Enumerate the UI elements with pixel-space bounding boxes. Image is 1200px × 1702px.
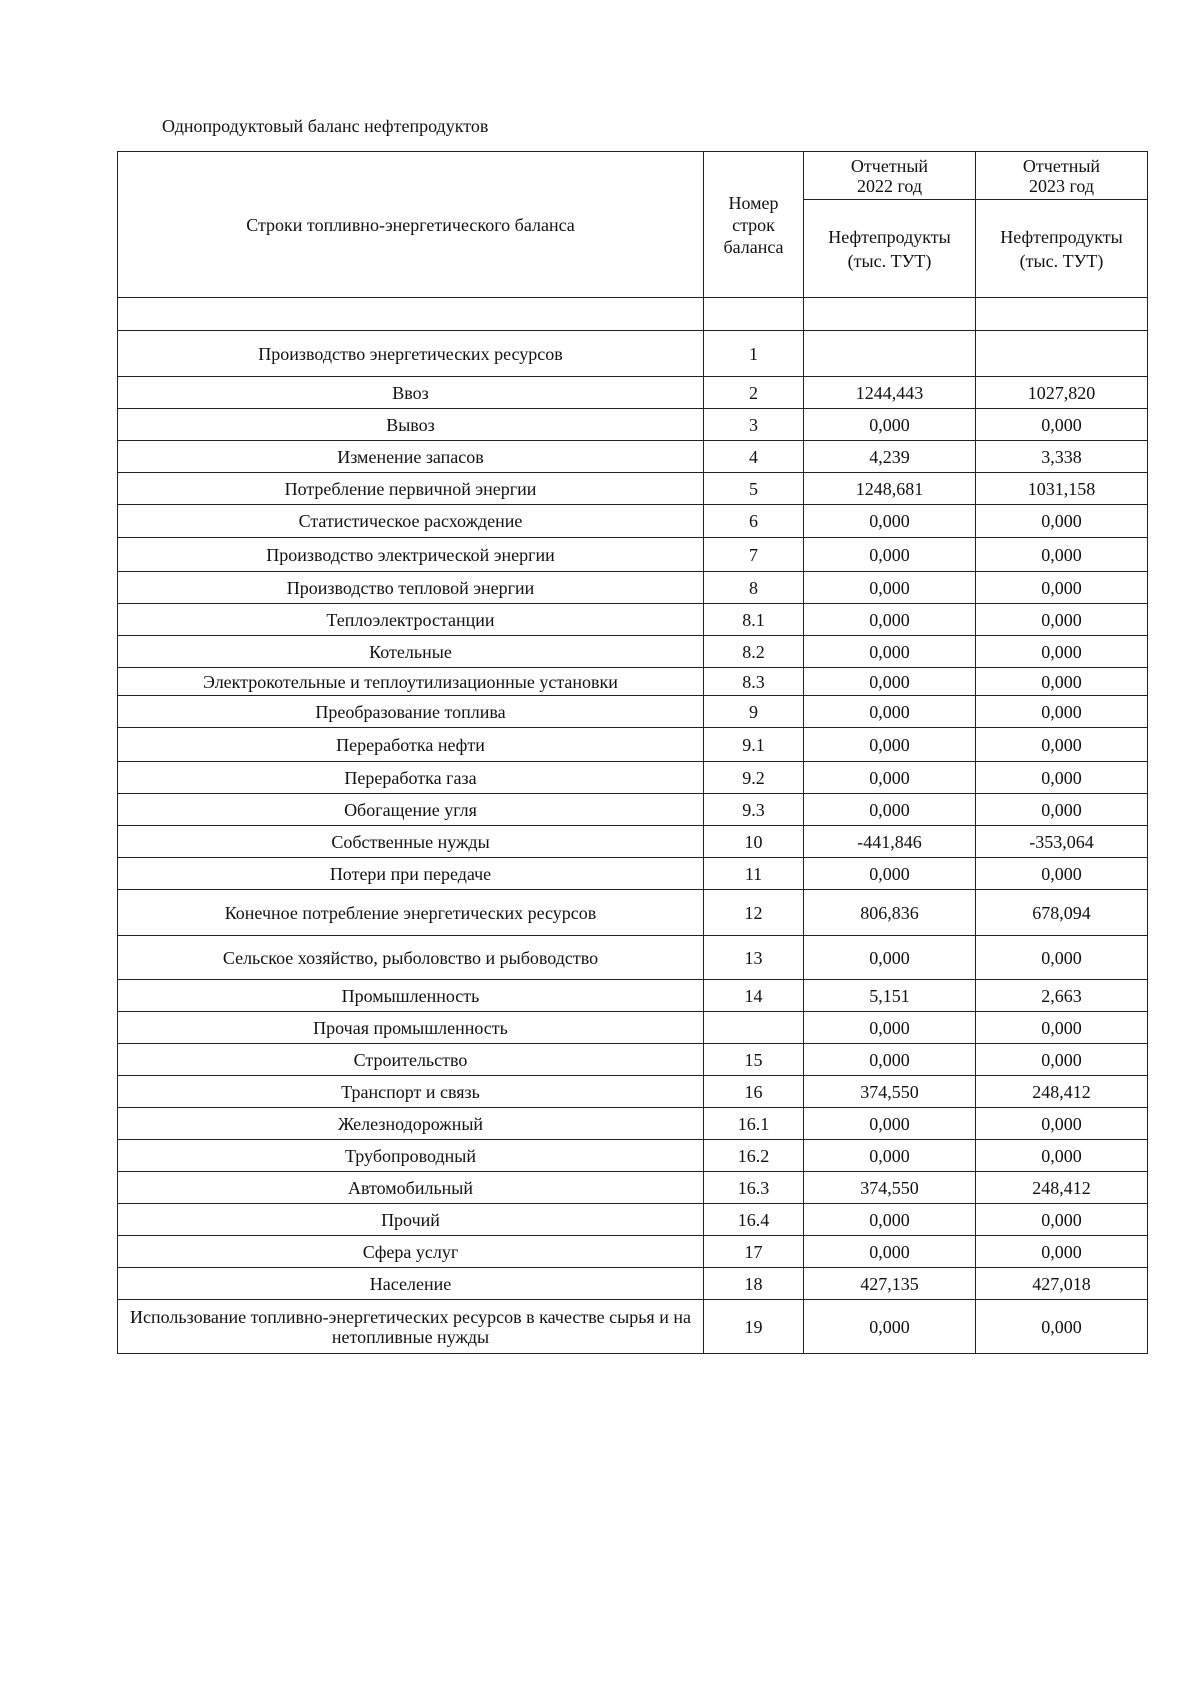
- table-row: [118, 538, 1148, 572]
- value-2022-cell: [804, 331, 976, 377]
- balance-table-body: [118, 152, 1148, 1354]
- value-2022-cell: 0,000: [804, 762, 976, 794]
- balance-table: [117, 151, 1148, 1354]
- value-2022-cell: 0,000: [804, 1204, 976, 1236]
- row-name-cell: Вывоз: [118, 409, 704, 441]
- row-name-cell: Железнодорожный: [118, 1108, 704, 1140]
- row-number-cell: 10: [704, 826, 804, 858]
- row-name-cell: Прочий: [118, 1204, 704, 1236]
- value-2022-cell: 0,000: [804, 604, 976, 636]
- header-row-period: [118, 152, 1148, 200]
- table-row: [118, 936, 1148, 980]
- value-2023-cell: 0,000: [976, 668, 1148, 696]
- row-name-cell: Потери при передаче: [118, 858, 704, 890]
- row-name-cell: Котельные: [118, 636, 704, 668]
- table-row: [118, 441, 1148, 473]
- blank-cell: [976, 298, 1148, 331]
- blank-cell: [118, 298, 704, 331]
- row-name-cell: Использование топливно-энергетических ресурсов в качестве сырья и на нетопливные нужды: [118, 1300, 704, 1354]
- row-number-cell: 8.3: [704, 668, 804, 696]
- table-row: [118, 1172, 1148, 1204]
- row-number-cell: 16: [704, 1076, 804, 1108]
- table-row: [118, 505, 1148, 538]
- table-row: [118, 858, 1148, 890]
- value-2023-cell: 0,000: [976, 1044, 1148, 1076]
- value-2022-cell: 0,000: [804, 1300, 976, 1354]
- value-2023-cell: -353,064: [976, 826, 1148, 858]
- value-2022-cell: 806,836: [804, 890, 976, 936]
- row-name-cell: Прочая промышленность: [118, 1012, 704, 1044]
- row-name-cell: Статистическое расхождение: [118, 505, 704, 538]
- header-period-line: Отчетный: [850, 155, 929, 176]
- value-2022-cell: 0,000: [804, 636, 976, 668]
- table-row: [118, 794, 1148, 826]
- table-row: [118, 1236, 1148, 1268]
- value-2022-cell: 1248,681: [804, 473, 976, 505]
- header-units-2023: [976, 200, 1148, 298]
- value-2022-cell: 0,000: [804, 1140, 976, 1172]
- table-row: [118, 728, 1148, 762]
- row-name-cell: Промышленность: [118, 980, 704, 1012]
- header-period-line: 2022 год: [856, 175, 923, 196]
- header-rows-label: Строки топливно-энергетического баланса: [118, 152, 704, 298]
- value-2023-cell: 248,412: [976, 1172, 1148, 1204]
- blank-cell: [804, 298, 976, 331]
- value-2022-cell: 0,000: [804, 1044, 976, 1076]
- table-row: [118, 762, 1148, 794]
- table-row: [118, 668, 1148, 696]
- table-row: [118, 572, 1148, 604]
- value-2023-cell: 0,000: [976, 858, 1148, 890]
- value-2023-cell: [976, 331, 1148, 377]
- value-2023-cell: 0,000: [976, 794, 1148, 826]
- table-row: [118, 1268, 1148, 1300]
- header-period-line: 2023 год: [1028, 175, 1095, 196]
- value-2022-cell: 1244,443: [804, 377, 976, 409]
- value-2023-cell: 0,000: [976, 1300, 1148, 1354]
- value-2022-cell: 0,000: [804, 1108, 976, 1140]
- table-row: [118, 409, 1148, 441]
- table-row: [118, 890, 1148, 936]
- value-2023-cell: 0,000: [976, 1140, 1148, 1172]
- value-2023-cell: 0,000: [976, 1236, 1148, 1268]
- header-number-line: баланса: [723, 236, 784, 257]
- header-units-line: Нефтепродукты: [828, 226, 951, 247]
- row-number-cell: 9.3: [704, 794, 804, 826]
- value-2022-cell: 0,000: [804, 668, 976, 696]
- row-name-cell: Потребление первичной энергии: [118, 473, 704, 505]
- row-number-cell: 17: [704, 1236, 804, 1268]
- value-2023-cell: 0,000: [976, 572, 1148, 604]
- table-row: [118, 473, 1148, 505]
- value-2023-cell: 3,338: [976, 441, 1148, 473]
- row-number-cell: 2: [704, 377, 804, 409]
- value-2023-cell: 0,000: [976, 538, 1148, 572]
- value-2022-cell: 0,000: [804, 409, 976, 441]
- row-name-cell: Переработка газа: [118, 762, 704, 794]
- table-row: [118, 331, 1148, 377]
- value-2023-cell: 427,018: [976, 1268, 1148, 1300]
- row-name-cell: Собственные нужды: [118, 826, 704, 858]
- row-name-cell: Производство энергетических ресурсов: [118, 331, 704, 377]
- row-name-cell: Автомобильный: [118, 1172, 704, 1204]
- value-2023-cell: 0,000: [976, 604, 1148, 636]
- table-row: [118, 1204, 1148, 1236]
- row-name-cell: Сельское хозяйство, рыболовство и рыбоводство: [118, 936, 704, 980]
- table-row: [118, 377, 1148, 409]
- header-number-line: Номер: [728, 192, 779, 213]
- value-2023-cell: 0,000: [976, 636, 1148, 668]
- value-2022-cell: 374,550: [804, 1172, 976, 1204]
- row-number-cell: 19: [704, 1300, 804, 1354]
- table-row: [118, 1300, 1148, 1354]
- value-2022-cell: 0,000: [804, 728, 976, 762]
- value-2023-cell: 0,000: [976, 762, 1148, 794]
- value-2022-cell: 0,000: [804, 538, 976, 572]
- row-name-cell: Строительство: [118, 1044, 704, 1076]
- value-2023-cell: 0,000: [976, 696, 1148, 728]
- document-title: Однопродуктовый баланс нефтепродуктов: [162, 116, 489, 136]
- row-name-cell: Теплоэлектростанции: [118, 604, 704, 636]
- table-row: [118, 1044, 1148, 1076]
- row-number-cell: 16.4: [704, 1204, 804, 1236]
- value-2023-cell: 0,000: [976, 728, 1148, 762]
- row-number-cell: 18: [704, 1268, 804, 1300]
- row-number-cell: 13: [704, 936, 804, 980]
- value-2022-cell: 0,000: [804, 794, 976, 826]
- header-units-line: Нефтепродукты: [1000, 226, 1123, 247]
- row-number-cell: 9.1: [704, 728, 804, 762]
- row-number-cell: 15: [704, 1044, 804, 1076]
- row-number-cell: 4: [704, 441, 804, 473]
- row-number-cell: 5: [704, 473, 804, 505]
- table-row: [118, 1012, 1148, 1044]
- table-row: [118, 1076, 1148, 1108]
- row-number-cell: 9: [704, 696, 804, 728]
- value-2023-cell: 0,000: [976, 409, 1148, 441]
- value-2022-cell: 427,135: [804, 1268, 976, 1300]
- header-units-line: (тыс. ТУТ): [847, 250, 932, 271]
- value-2022-cell: 0,000: [804, 1236, 976, 1268]
- row-name-cell: Трубопроводный: [118, 1140, 704, 1172]
- row-name-cell: Обогащение угля: [118, 794, 704, 826]
- value-2022-cell: 0,000: [804, 936, 976, 980]
- row-number-cell: [704, 1012, 804, 1044]
- row-number-cell: 6: [704, 505, 804, 538]
- row-number-cell: 1: [704, 331, 804, 377]
- value-2023-cell: 1031,158: [976, 473, 1148, 505]
- blank-cell: [704, 298, 804, 331]
- value-2022-cell: 0,000: [804, 505, 976, 538]
- table-row: [118, 604, 1148, 636]
- value-2023-cell: 0,000: [976, 936, 1148, 980]
- value-2022-cell: 0,000: [804, 1012, 976, 1044]
- value-2022-cell: -441,846: [804, 826, 976, 858]
- header-number-line: строк: [732, 214, 775, 235]
- value-2023-cell: 2,663: [976, 980, 1148, 1012]
- row-name-cell: Население: [118, 1268, 704, 1300]
- row-number-cell: 8.1: [704, 604, 804, 636]
- value-2023-cell: 0,000: [976, 1108, 1148, 1140]
- row-name-cell: Изменение запасов: [118, 441, 704, 473]
- row-number-cell: 7: [704, 538, 804, 572]
- row-name-cell: Электрокотельные и теплоутилизационные установки: [118, 668, 704, 696]
- row-name-cell: Транспорт и связь: [118, 1076, 704, 1108]
- row-name-cell: Сфера услуг: [118, 1236, 704, 1268]
- header-units-2022: [804, 200, 976, 298]
- row-number-cell: 14: [704, 980, 804, 1012]
- value-2022-cell: 374,550: [804, 1076, 976, 1108]
- value-2023-cell: 0,000: [976, 1012, 1148, 1044]
- row-number-cell: 16.1: [704, 1108, 804, 1140]
- value-2023-cell: 248,412: [976, 1076, 1148, 1108]
- value-2023-cell: 1027,820: [976, 377, 1148, 409]
- row-number-cell: 12: [704, 890, 804, 936]
- row-number-cell: 16.3: [704, 1172, 804, 1204]
- row-name-cell: Ввоз: [118, 377, 704, 409]
- row-number-cell: 8: [704, 572, 804, 604]
- value-2022-cell: 0,000: [804, 572, 976, 604]
- row-number-cell: 11: [704, 858, 804, 890]
- value-2023-cell: 0,000: [976, 1204, 1148, 1236]
- row-number-cell: 9.2: [704, 762, 804, 794]
- value-2022-cell: 5,151: [804, 980, 976, 1012]
- header-period-2023: [976, 152, 1148, 200]
- row-name-cell: Производство электрической энергии: [118, 538, 704, 572]
- table-row: [118, 980, 1148, 1012]
- row-name-cell: Преобразование топлива: [118, 696, 704, 728]
- value-2023-cell: 678,094: [976, 890, 1148, 936]
- table-row: [118, 1140, 1148, 1172]
- blank-row: [118, 298, 1148, 331]
- value-2022-cell: 0,000: [804, 858, 976, 890]
- header-period-line: Отчетный: [1022, 155, 1101, 176]
- table-row: [118, 1108, 1148, 1140]
- row-number-cell: 3: [704, 409, 804, 441]
- row-number-cell: 8.2: [704, 636, 804, 668]
- row-name-cell: Переработка нефти: [118, 728, 704, 762]
- row-number-cell: 16.2: [704, 1140, 804, 1172]
- value-2022-cell: 4,239: [804, 441, 976, 473]
- header-period-2022: [804, 152, 976, 200]
- header-number-label: [704, 152, 804, 298]
- row-name-cell: Производство тепловой энергии: [118, 572, 704, 604]
- value-2022-cell: 0,000: [804, 696, 976, 728]
- table-row: [118, 696, 1148, 728]
- header-units-line: (тыс. ТУТ): [1019, 250, 1104, 271]
- row-name-cell: Конечное потребление энергетических ресурсов: [118, 890, 704, 936]
- value-2023-cell: 0,000: [976, 505, 1148, 538]
- table-row: [118, 826, 1148, 858]
- table-row: [118, 636, 1148, 668]
